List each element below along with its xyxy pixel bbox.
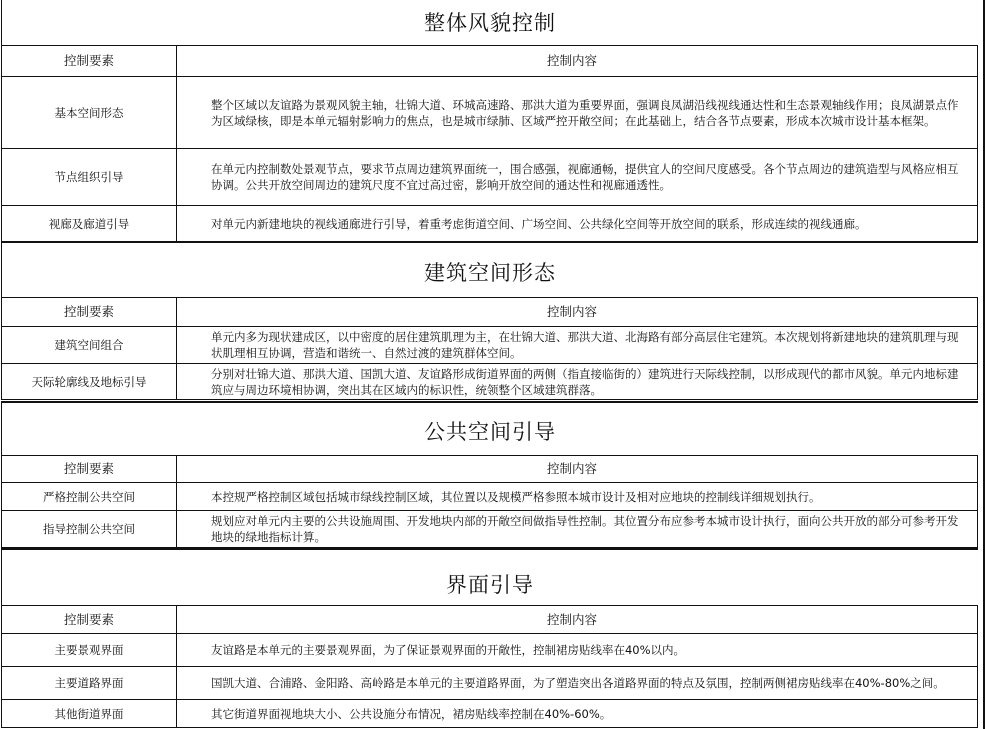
table-row (2, 634, 978, 667)
header-key: 控制要素 (2, 456, 177, 483)
row-content: 分别对壮锦大道、那洪大道、国凯大道、友谊路形成街道界面的两侧（指直接临街的）建筑进行天际线控制，以形成现代的都市风貌。单元内地标建筑应与周边环境相协调，突出其在区域内的标识性，统领整个区域建筑群落。 (177, 364, 978, 400)
row-key: 主要道路界面 (2, 667, 177, 700)
table-header-row (2, 606, 978, 634)
row-content: 整个区域以友谊路为景观风貌主轴，壮锦大道、环城高速路、那洪大道为重要界面，强调良凤湖沿线视线通达性和生态景观轴线作用；良凤湖景点作为区域绿核，即是本单元辐射影响力的焦点，也是城市绿肺、区域严控开敞空间；在此基础上，结合各节点要素，形成本次城市设计基本框架。 (177, 77, 978, 149)
row-key: 节点组织引导 (2, 149, 177, 206)
header-key: 控制要素 (2, 298, 177, 327)
table-row (2, 364, 978, 400)
table-header-row (2, 298, 978, 327)
table-overall (1, 45, 978, 242)
row-key: 指导控制公共空间 (2, 511, 177, 548)
table-header-row (2, 46, 978, 77)
header-key: 控制要素 (2, 606, 177, 634)
row-content: 友谊路是本单元的主要景观界面，为了保证景观界面的开敞性，控制裙房贴线率在40%以内。 (177, 634, 978, 667)
row-content: 国凯大道、合浦路、金阳路、高岭路是本单元的主要道路界面，为了塑造突出各道路界面的特点及氛围，控制两侧裙房贴线率在40%-80%之间。 (177, 667, 978, 700)
table-row (2, 77, 978, 149)
row-key: 主要景观界面 (2, 634, 177, 667)
table-header-row (2, 456, 978, 483)
table-public-space (1, 455, 978, 548)
row-content: 规划应对单元内主要的公共设施周围、开发地块内部的开敞空间做指导性控制。其位置分布应参考本城市设计执行，面向公共开放的部分可参考开发地块的绿地指标计算。 (177, 511, 978, 548)
header-content: 控制内容 (177, 606, 978, 634)
row-content: 在单元内控制数处景观节点，要求节点周边建筑界面统一，围合感强，视廊通畅，提供宜人的空间尺度感受。各个节点周边的建筑造型与风格应相互协调。公共开放空间周边的建筑尺度不宜过高过密，影响开放空间的通达性和视廊通透性。 (177, 149, 978, 206)
row-content: 单元内多为现状建成区，以中密度的居住建筑肌理为主，在壮锦大道、那洪大道、北海路有部分高层住宅建筑。本次规划将新建地块的建筑肌理与现状肌理相互协调，营造和谐统一、自然过渡的建筑群体空间。 (177, 327, 978, 364)
row-key: 其他街道界面 (2, 700, 177, 728)
table-row (2, 149, 978, 206)
table-row (2, 700, 978, 728)
table-row (2, 667, 978, 700)
table-interface (1, 605, 978, 728)
row-key: 建筑空间组合 (2, 327, 177, 364)
header-content: 控制内容 (177, 298, 978, 327)
guideline-document (1, 0, 978, 729)
row-key: 严格控制公共空间 (2, 483, 177, 511)
row-content: 其它街道界面视地块大小、公共设施分布情况，裙房贴线率控制在40%-60%。 (177, 700, 978, 728)
table-row (2, 206, 978, 242)
section-title-building: 建筑空间形态 (1, 241, 978, 297)
table-row (2, 483, 978, 511)
row-content: 对单元内新建地块的视线通廊进行引导，着重考虑街道空间、广场空间、公共绿化空间等开放空间的联系，形成连续的视线通廊。 (177, 206, 978, 242)
table-row (2, 511, 978, 548)
header-content: 控制内容 (177, 46, 978, 77)
row-content: 本控规严格控制区域包括城市绿线控制区域，其位置以及规模严格参照本城市设计及相对应地块的控制线详细规划执行。 (177, 483, 978, 511)
table-row (2, 327, 978, 364)
header-content: 控制内容 (177, 456, 978, 483)
row-key: 视廊及廊道引导 (2, 206, 177, 242)
row-key: 基本空间形态 (2, 77, 177, 149)
section-title-public-space: 公共空间引导 (1, 401, 978, 455)
table-building (1, 297, 978, 400)
row-key: 天际轮廓线及地标引导 (2, 364, 177, 400)
section-title-interface: 界面引导 (1, 548, 978, 606)
header-key: 控制要素 (2, 46, 177, 77)
section-title-overall: 整体风貌控制 (1, 0, 978, 46)
